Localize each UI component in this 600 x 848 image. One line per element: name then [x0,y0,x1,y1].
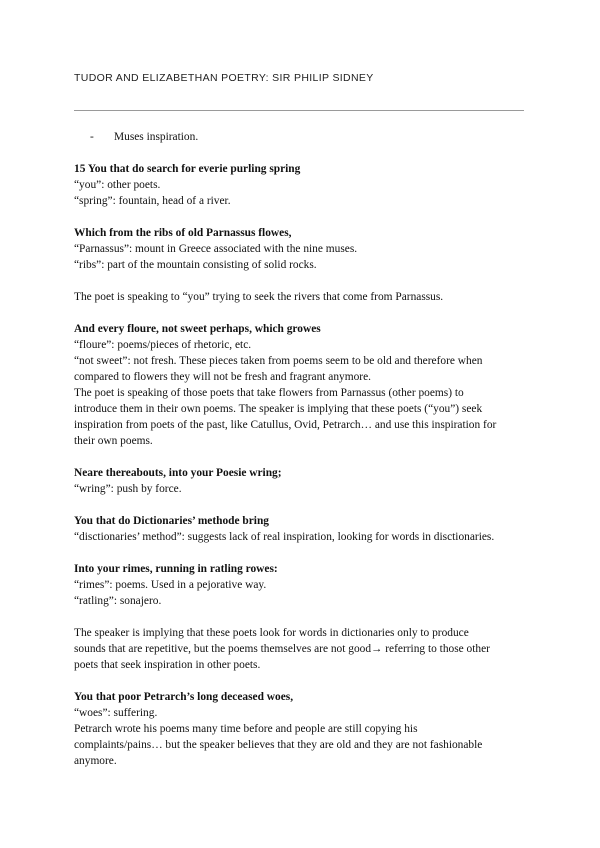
bullet-marker: - [90,131,94,143]
verse-line: Neare thereabouts, into your Poesie wring; [74,467,282,479]
gloss-note: “floure”: poems/pieces of rhetoric, etc. [74,339,252,351]
header-divider [74,110,524,111]
commentary-line: poets that seek inspiration in other poets. [74,659,261,671]
verse-line: You that poor Petrarch’s long deceased woes, [74,691,294,703]
commentary-paragraph: The poet is speaking to “you” trying to seek the rivers that come from Parnassus. [74,291,444,303]
gloss-note: compared to flowers they will not be fresh and fragrant anymore. [74,371,372,383]
verse-line: You that do Dictionaries’ methode bring [74,515,270,527]
commentary-line: Petrarch wrote his poems many time before and people are still copying his [74,723,418,735]
commentary-line: sounds that are repetitive, but the poems themselves are not good→ referring to those other [74,643,490,655]
bullet-text: Muses inspiration. [114,131,199,143]
verse-line: Into your rimes, running in ratling rowes: [74,563,278,575]
commentary-line: The speaker is implying that these poets look for words in dictionaries only to produce [74,627,469,639]
gloss-note: “you”: other poets. [74,179,161,191]
commentary-line: The poet is speaking of those poets that take flowers from Parnassus (other poems) to [74,387,464,399]
gloss-note: “Parnassus”: mount in Greece associated with the nine muses. [74,243,358,255]
gloss-note: “not sweet”: not fresh. These pieces taken from poems seem to be old and therefore when [74,355,483,367]
document-body [74,129,526,769]
gloss-note: “woes”: suffering. [74,707,158,719]
gloss-note: “ribs”: part of the mountain consisting of solid rocks. [74,259,317,271]
commentary-line: inspiration from poets of the past, like Catullus, Ovid, Petrarch… and use this inspiration for [74,419,497,431]
verse-line: And every floure, not sweet perhaps, which growes [74,323,321,335]
page-title: TUDOR AND ELIZABETHAN POETRY: SIR PHILIP SIDNEY [74,72,374,84]
commentary-line: complaints/pains… but the speaker believes that they are old and they are not fashionable [74,739,483,751]
gloss-note: “spring”: fountain, head of a river. [74,195,231,207]
gloss-note: “ratling”: sonajero. [74,595,162,607]
commentary-line: their own poems. [74,435,153,447]
verse-line-15: 15 You that do search for everie purling spring [74,163,301,175]
bullet-item [74,129,526,145]
verse-line: Which from the ribs of old Parnassus flowes, [74,227,292,239]
commentary-line: introduce them in their own poems. The speaker is implying that these poets (“you”) seek [74,403,483,415]
gloss-note: “rimes”: poems. Used in a pejorative way. [74,579,267,591]
gloss-note: “disctionaries’ method”: suggests lack of real inspiration, looking for words in disctionaries. [74,531,495,543]
gloss-note: “wring”: push by force. [74,483,182,495]
commentary-line: anymore. [74,755,117,767]
